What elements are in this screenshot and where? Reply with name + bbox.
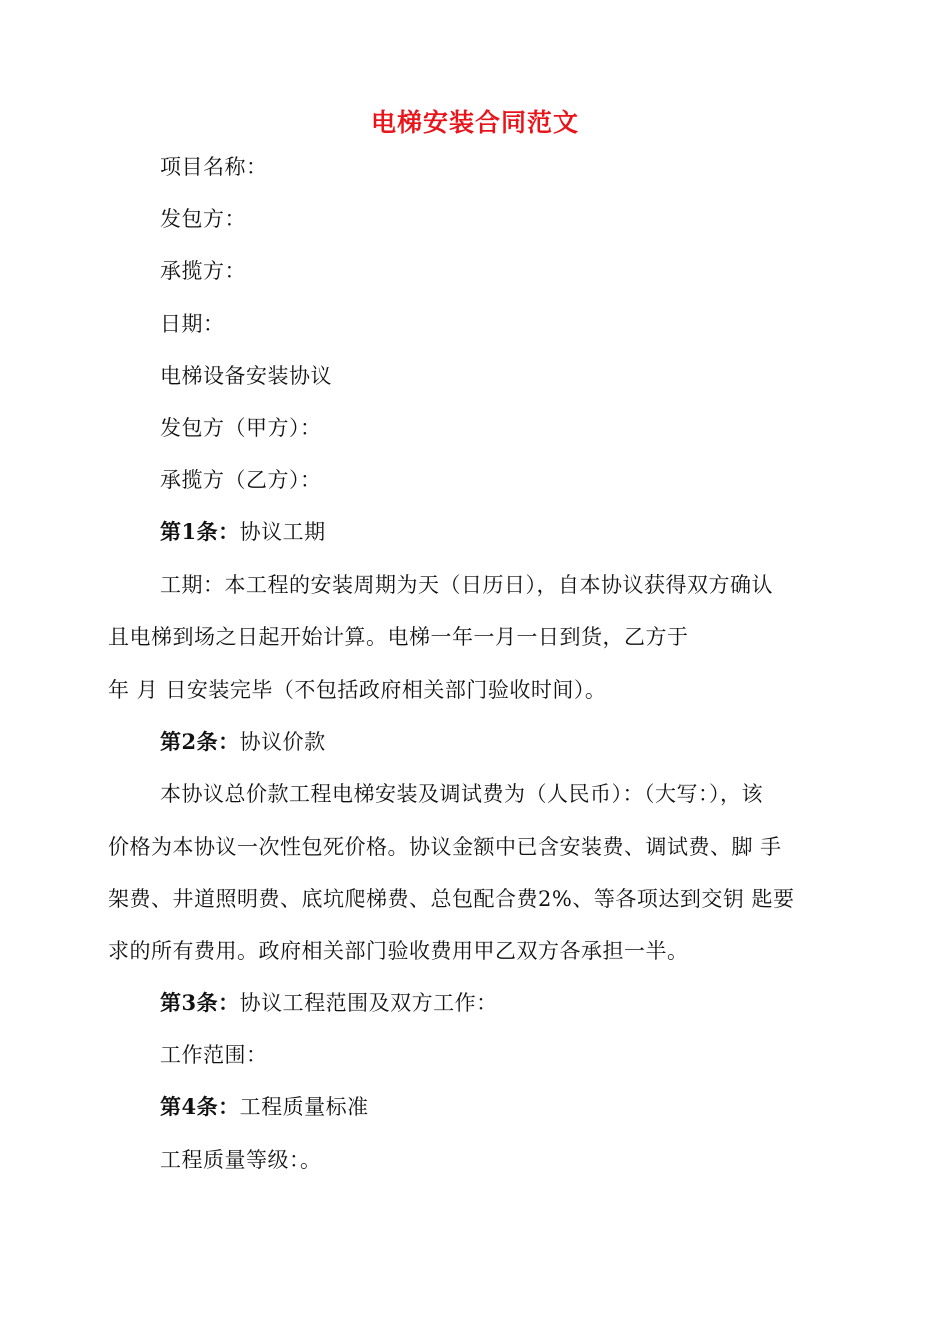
article-1-label: 第1条： [160, 519, 240, 544]
article-2-heading [160, 727, 326, 757]
article-1-title: 协议工期 [239, 520, 326, 544]
article-4-heading [160, 1092, 369, 1122]
article-1-paragraph-line-3: 年 月 日安装完毕（不包括政府相关部门验收时间）。 [108, 678, 607, 702]
article-3-scope-label: 工作范围： [160, 1043, 268, 1067]
date-label: 日期： [160, 312, 225, 336]
article-2-paragraph-line-2: 价格为本协议一次性包死价格。协议金额中已含安装费、调试费、脚 手 [108, 835, 782, 859]
article-4-grade-label: 工程质量等级：。 [160, 1148, 322, 1172]
article-1-paragraph-line-1: 工期：本工程的安装周期为天（日历日），自本协议获得双方确认 [160, 573, 773, 597]
project-name-label: 项目名称： [160, 155, 268, 179]
article-2-paragraph-line-3: 架费、井道照明费、底坑爬梯费、总包配合费2%、等各项达到交钥 匙要 [108, 887, 795, 911]
document-title: 电梯安装合同范文 [370, 108, 579, 137]
article-2-paragraph-line-4: 求的所有费用。政府相关部门验收费用甲乙双方各承担一半。 [108, 939, 689, 963]
article-4-title: 工程质量标准 [239, 1095, 369, 1119]
article-4-label: 第4条： [160, 1094, 240, 1119]
party-b-label: 承揽方（乙方）： [160, 468, 322, 492]
contractor-label: 承揽方： [160, 259, 246, 283]
article-2-label: 第2条： [160, 729, 240, 754]
article-2-title: 协议价款 [239, 730, 326, 754]
agreement-heading: 电梯设备安装协议 [160, 364, 332, 388]
article-1-heading [160, 517, 326, 547]
article-3-title: 协议工程范围及双方工作： [239, 991, 498, 1015]
employer-label: 发包方： [160, 207, 246, 231]
article-1-paragraph-line-2: 且电梯到场之日起开始计算。电梯一年一月一日到货，乙方于 [108, 625, 689, 649]
article-3-label: 第3条： [160, 990, 240, 1015]
article-2-paragraph-line-1: 本协议总价款工程电梯安装及调试费为（人民币）：（大写：），该 [160, 782, 763, 806]
article-3-heading [160, 988, 498, 1018]
party-a-label: 发包方（甲方）： [160, 416, 322, 440]
